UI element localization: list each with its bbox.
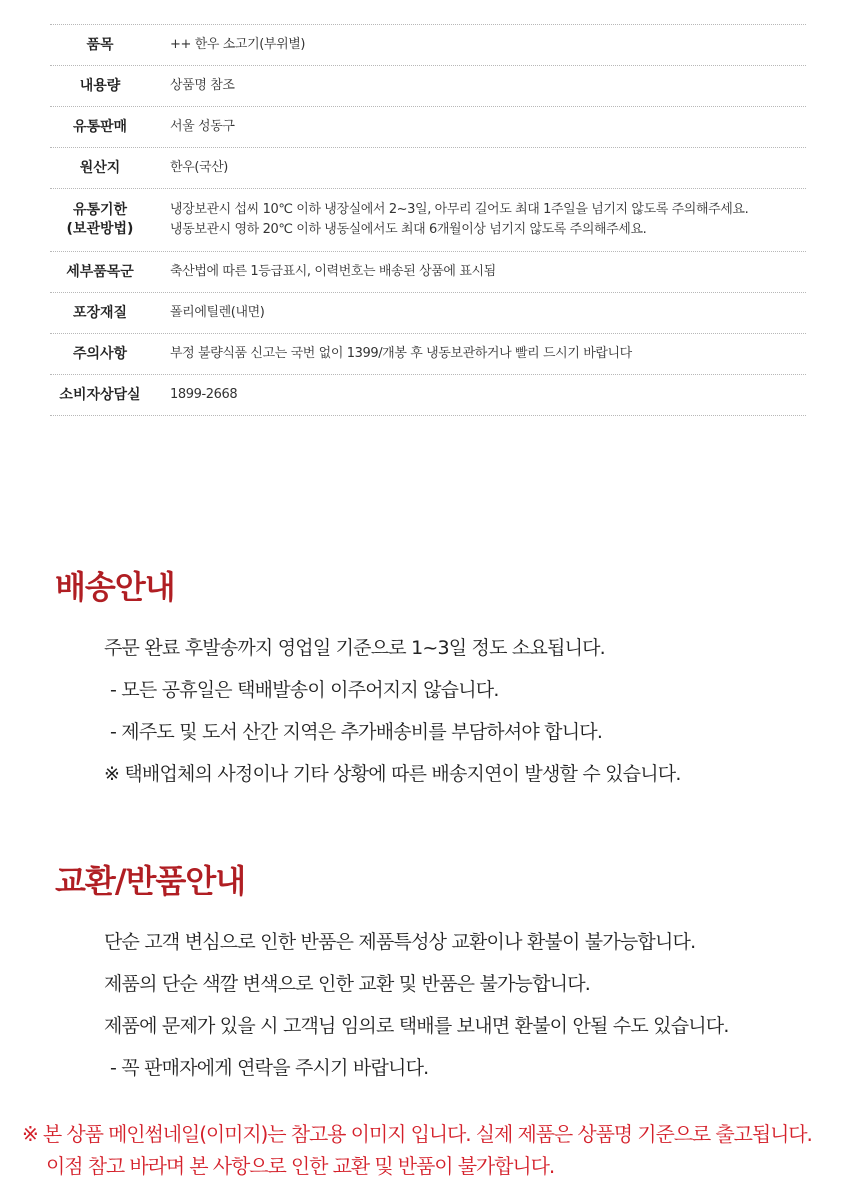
info-label: 품목 xyxy=(86,36,114,53)
product-info-table xyxy=(50,24,806,416)
notice-line: 이점 참고 바라며 본 사항으로 인한 교환 및 반품이 불가합니다. xyxy=(46,1154,555,1178)
info-row-item xyxy=(50,25,806,66)
shipping-lines xyxy=(104,627,681,795)
info-value: 축산법에 따른 1등급표시, 이력번호는 배송된 상품에 표시됨 xyxy=(170,264,496,279)
thumbnail-notice xyxy=(22,1118,852,1182)
info-row-content xyxy=(50,66,806,107)
info-label: 포장재질 xyxy=(72,304,128,321)
info-value: 폴리에틸렌(내면) xyxy=(170,305,265,320)
info-row-caution xyxy=(50,334,806,375)
shipping-line: - 모든 공휴일은 택배발송이 이주어지지 않습니다. xyxy=(110,679,499,701)
shipping-line: 주문 완료 후발송까지 영업일 기준으로 1~3일 정도 소요됩니다. xyxy=(104,637,605,659)
info-row-expiry xyxy=(50,189,806,252)
info-row-packaging xyxy=(50,293,806,334)
notice-line: ※ 본 상품 메인썸네일(이미지)는 참고용 이미지 입니다. 실제 제품은 상품명 기준으로 출고됩니다. xyxy=(22,1122,812,1146)
exchange-title: 교환/반품안내 xyxy=(55,862,246,900)
info-label: 주의사항 xyxy=(72,345,128,362)
shipping-line: ※ 택배업체의 사정이나 기타 상황에 따른 배송지연이 발생할 수 있습니다. xyxy=(104,763,681,785)
info-label: 내용량 xyxy=(79,77,121,94)
info-value: 부정 불량식품 신고는 국번 없이 1399/개봉 후 냉동보관하거나 빨리 드시기 바랍니다 xyxy=(170,346,632,361)
info-value: 서울 성동구 xyxy=(170,119,235,134)
info-label: 세부품목군 xyxy=(66,263,134,280)
info-label: 소비자상담실 xyxy=(59,386,141,403)
info-value: 한우(국산) xyxy=(170,160,228,175)
info-value: 상품명 참조 xyxy=(170,78,235,93)
info-row-category xyxy=(50,252,806,293)
shipping-line: - 제주도 및 도서 산간 지역은 추가배송비를 부담하셔야 합니다. xyxy=(110,721,603,743)
info-value: ++ 한우 소고기(부위별) xyxy=(170,37,306,52)
info-label: 유통기한 (보관방법) xyxy=(66,202,134,237)
info-row-consumer-center xyxy=(50,375,806,416)
info-value: 1899-2668 xyxy=(170,387,238,402)
info-row-origin xyxy=(50,148,806,189)
exchange-lines xyxy=(104,921,729,1089)
shipping-title: 배송안내 xyxy=(55,568,175,606)
info-label: 원산지 xyxy=(79,159,121,176)
exchange-line: 제품에 문제가 있을 시 고객님 임의로 택배를 보내면 환불이 안될 수도 있습니다. xyxy=(104,1015,729,1037)
exchange-line: 제품의 단순 색깔 변색으로 인한 교환 및 반품은 불가능합니다. xyxy=(104,973,591,995)
info-row-distributor xyxy=(50,107,806,148)
info-value: 냉장보관시 섭씨 10℃ 이하 냉장실에서 2~3일, 아무리 길어도 최대 1주일을 넘기지 않도록 주의해주세요. 냉동보관시 영하 20℃ 이하 냉동실에서도 최대 6개월이상 넘기지 않도록 주의해주세요. xyxy=(170,202,749,237)
info-label: 유통판매 xyxy=(72,118,128,135)
exchange-line: - 꼭 판매자에게 연락을 주시기 바랍니다. xyxy=(110,1057,429,1079)
exchange-line: 단순 고객 변심으로 인한 반품은 제품특성상 교환이나 환불이 불가능합니다. xyxy=(104,931,696,953)
